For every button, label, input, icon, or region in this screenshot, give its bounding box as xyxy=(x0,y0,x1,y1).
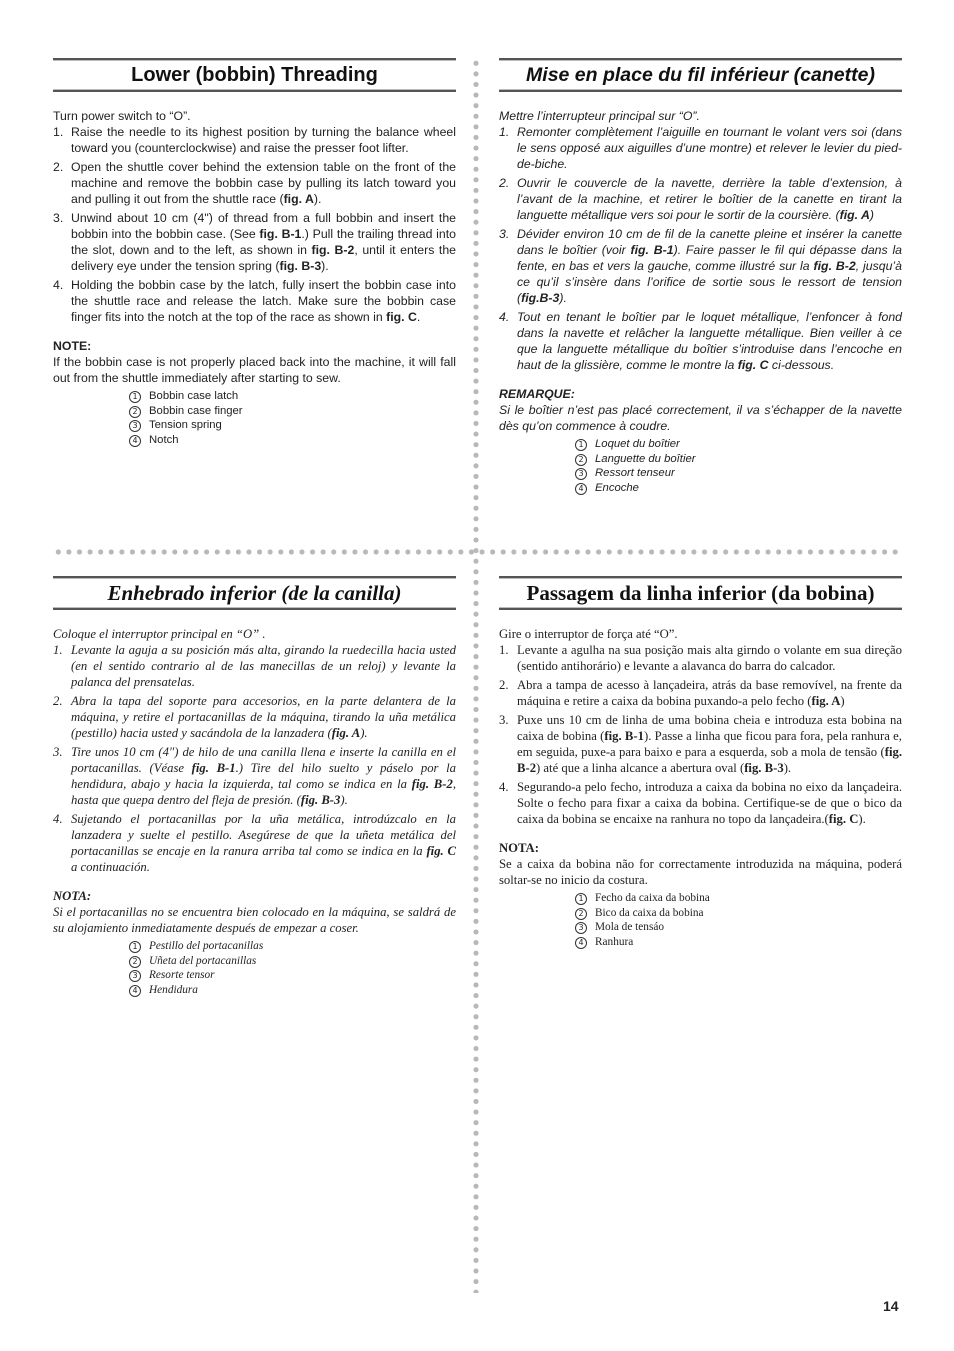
step-text: Remonter complètement l’aiguille en tournant le volant vers soi (dans le sens opposé aux aiguilles d’une montre) et relever le levier du pied-de-biche. xyxy=(517,125,902,171)
step-text: ). Faire passer le fil qui dépasse dans la fente, en bas et vers la gauche, comme illustré sur la xyxy=(517,243,903,273)
legend-label: Tension spring xyxy=(149,419,222,431)
step-text: ). xyxy=(783,761,792,775)
step-text: , until it enters the delivery eye under the tension spring ( xyxy=(71,243,457,273)
figure-reference: fig. B-2 xyxy=(411,777,453,791)
step-text: ci-dessous. xyxy=(768,358,835,372)
step-text: .) Tire del hilo suelto y páselo por la hendidura, abajo y hacia la izquierda, tal como se indica en la xyxy=(71,761,456,791)
step-item xyxy=(53,277,456,325)
step-item xyxy=(53,642,456,690)
legend-label: Ranhura xyxy=(595,935,634,948)
figure-reference: fig.B-3 xyxy=(521,291,560,305)
step-text: Puxe uns 10 cm de linha de uma bobina cheia e introduza esta bobina na caixa de bobina ( xyxy=(517,713,902,743)
step-text: ) xyxy=(840,694,845,708)
section-title: Mise en place du fil inférieur (canette) xyxy=(499,58,902,92)
figure-reference: fig. B-1 xyxy=(259,227,302,241)
step-number: 2. xyxy=(53,694,63,708)
legend-label: Encoche xyxy=(595,481,639,494)
figure-reference: fig. B-3 xyxy=(279,259,322,273)
note-text: Se a caixa da bobina não for correctamente introduzida na máquina, poderá soltar-se no inicio da costura. xyxy=(499,857,902,887)
step-item xyxy=(53,744,456,808)
step-text: ) até que a linha alcance a abertura oval ( xyxy=(536,761,745,775)
steps-list xyxy=(53,642,456,875)
circled-number: 1 xyxy=(575,439,587,451)
section-english xyxy=(53,58,456,447)
figure-reference: fig. A xyxy=(811,694,841,708)
step-number: 3. xyxy=(53,745,63,759)
step-text: ). Passe a linha que ficou para fora, pela ranhura e, em seguida, puxe-a para baixo e para a esquerda, sob a mola de tensão ( xyxy=(517,729,902,759)
legend-label: Loquet du boîtier xyxy=(595,438,680,450)
legend-item xyxy=(575,935,902,950)
note-heading: NOTE: xyxy=(53,339,92,353)
step-text: .) Pull the trailing thread into the slot, down and to the left, as shown in xyxy=(71,227,456,257)
step-item xyxy=(499,309,902,373)
legend-label: Hendidura xyxy=(149,983,198,996)
step-number: 4. xyxy=(53,812,63,826)
circled-number: 4 xyxy=(129,985,141,997)
circled-number: 2 xyxy=(129,406,141,418)
step-item xyxy=(53,124,456,156)
step-item xyxy=(499,677,902,709)
step-text: Open the shuttle cover behind the extension table on the front of the machine and remove the bobbin case by pulling its latch toward you and pulling it out from the shuttle race ( xyxy=(71,160,456,206)
parts-legend xyxy=(129,939,456,997)
legend-item xyxy=(129,404,456,419)
step-number: 1. xyxy=(53,643,63,657)
circled-number: 3 xyxy=(129,420,141,432)
step-item xyxy=(499,779,902,827)
step-text: Levante la aguja a su posición más alta, girando la ruedecilla hacia usted (en el sentido contrario al de las manecillas de un reloj) y levante la palanca del prensatelas. xyxy=(71,643,456,689)
section-spanish xyxy=(53,576,456,997)
legend-item xyxy=(129,983,456,998)
legend-label: Pestillo del portacanillas xyxy=(149,940,264,952)
horizontal-dotted-divider xyxy=(53,549,903,555)
figure-reference: fig. B-2 xyxy=(311,243,355,257)
step-number: 4. xyxy=(499,780,509,794)
legend-label: Mola de tensáo xyxy=(595,921,665,933)
legend-item xyxy=(575,481,902,496)
step-number: 3. xyxy=(499,713,509,727)
note-heading: NOTA: xyxy=(53,889,92,903)
step-text: Ouvrir le couvercle de la navette, derrière la table d’extension, à l’avant de la machine, et retirer le boîtier de la canette en tirant la languette métallique vers soi pour le sortir de la coursière. ( xyxy=(517,176,902,222)
step-item xyxy=(499,124,902,172)
step-text: ). xyxy=(340,793,348,807)
section-title: Enhebrado inferior (de la canilla) xyxy=(53,576,456,610)
step-number: 3. xyxy=(53,211,64,225)
circled-number: 3 xyxy=(575,468,587,480)
section-body xyxy=(499,626,902,949)
intro-text: Mettre l’interrupteur principal sur “O”. xyxy=(499,109,700,123)
note-text: Si el portacanillas no se encuentra bien colocado en la máquina, se saldrá de su alojamiento inmediatamente después de empezar a coser. xyxy=(53,905,456,935)
legend-label: Resorte tensor xyxy=(149,969,215,981)
step-number: 2. xyxy=(499,678,509,692)
step-number: 3. xyxy=(499,227,510,241)
step-text: Sujetando el portacanillas por la uña metálica, introdúzcalo en la lanzadera y suelte el pestillo. Asegúrese de que la uñeta metálica del portacanillas se encaje en la ranura arriba tal como se indica en la xyxy=(71,812,456,858)
parts-legend xyxy=(575,891,902,949)
figure-reference: fig. B-3 xyxy=(744,761,784,775)
step-item xyxy=(499,712,902,776)
figure-reference: fig. B-2 xyxy=(813,259,856,273)
legend-item xyxy=(129,968,456,983)
section-title: Lower (bobbin) Threading xyxy=(53,58,456,92)
legend-item xyxy=(575,437,902,452)
vertical-dotted-divider xyxy=(473,58,479,1293)
legend-label: Uñeta del portacanillas xyxy=(149,954,257,967)
step-number: 2. xyxy=(53,160,64,174)
step-number: 4. xyxy=(499,310,510,324)
figure-reference: fig. B-1 xyxy=(604,729,644,743)
step-item xyxy=(53,811,456,875)
legend-item xyxy=(575,920,902,935)
step-text: Levante a agulha na sua posição mais alta girndo o volante em sua direção (sentido antihorário) e levante a alavanca do barra do calcador. xyxy=(517,643,902,673)
note-text: Si le boîtier n’est pas placé correctement, il va s’échapper de la navette dès qu’on commence à coudre. xyxy=(499,403,902,433)
figure-reference: fig. C xyxy=(737,358,769,372)
step-text: Unwind about 10 cm (4") of thread from a full bobbin and insert the bobbin into the bobbin case. (See xyxy=(71,211,456,241)
circled-number: 1 xyxy=(129,941,141,953)
figure-reference: fig. B-1 xyxy=(630,243,674,257)
step-text: Tire unos 10 cm (4") de hilo de una canilla llena e inserte la canilla en el portacanillas. (Véase xyxy=(71,745,456,775)
step-text: , jusqu’à ce qu’il s’insère dans l’orifice de sortie sous le ressort de tension ( xyxy=(517,259,903,305)
legend-item xyxy=(575,891,902,906)
step-item xyxy=(53,159,456,207)
note-heading: REMARQUE: xyxy=(499,387,575,401)
note-text: If the bobbin case is not properly placed back into the machine, it will fall out from the shuttle immediately after starting to sew. xyxy=(53,355,456,385)
step-text: ). xyxy=(559,291,567,305)
step-item xyxy=(499,642,902,674)
steps-list xyxy=(53,124,456,325)
step-item xyxy=(53,210,456,274)
circled-number: 4 xyxy=(575,937,587,949)
step-text: ). xyxy=(321,259,329,273)
circled-number: 2 xyxy=(129,956,141,968)
intro-text: Gire o interruptor de força até “O”. xyxy=(499,627,678,641)
page-number: 14 xyxy=(883,1298,899,1314)
circled-number: 4 xyxy=(575,483,587,495)
figure-reference: fig. A xyxy=(283,192,314,206)
parts-legend xyxy=(575,437,902,495)
step-item xyxy=(499,226,902,306)
section-portuguese xyxy=(499,576,902,949)
intro-text: Turn power switch to “O”. xyxy=(53,109,191,123)
section-body xyxy=(53,626,456,997)
step-text: ) xyxy=(869,208,874,222)
step-number: 1. xyxy=(499,643,509,657)
figure-reference: fig. B-3 xyxy=(300,793,341,807)
section-body xyxy=(53,108,456,447)
figure-reference: fig. B-2 xyxy=(517,745,902,775)
circled-number: 1 xyxy=(129,391,141,403)
step-text: , hasta que quepa dentro del fleja de presión. ( xyxy=(71,777,456,807)
legend-item xyxy=(129,389,456,404)
figure-reference: fig. C xyxy=(426,844,456,858)
circled-number: 2 xyxy=(575,908,587,920)
legend-label: Ressort tenseur xyxy=(595,467,675,479)
legend-item xyxy=(129,433,456,448)
circled-number: 2 xyxy=(575,454,587,466)
step-text: Abra a tampa de acesso à lançadeira, atrás da base removível, na frente da máquina e retire a caixa da bobina puxando-a pelo fecho ( xyxy=(517,678,902,708)
legend-item xyxy=(129,954,456,969)
step-text: Abra la tapa del soporte para accesorios, en la parte delantera de la máquina, y retire el portacanillas de la máquina, tirando la uña metálica (pestillo) hacia usted y sacándola de la lanzadera ( xyxy=(71,694,456,740)
steps-list xyxy=(499,642,902,827)
legend-item xyxy=(575,452,902,467)
circled-number: 3 xyxy=(575,922,587,934)
step-text: ). xyxy=(858,812,866,826)
legend-label: Bico da caixa da bobina xyxy=(595,906,704,919)
step-text: . xyxy=(416,310,421,324)
legend-label: Notch xyxy=(149,433,179,446)
legend-item xyxy=(129,939,456,954)
section-body xyxy=(499,108,902,495)
step-text: Dévider environ 10 cm de fil de la canette pleine et insérer la canette dans le boîtier (voir xyxy=(517,227,902,257)
circled-number: 4 xyxy=(129,435,141,447)
legend-label: Bobbin case finger xyxy=(149,404,243,417)
step-number: 4. xyxy=(53,278,64,292)
legend-item xyxy=(575,906,902,921)
legend-item xyxy=(129,418,456,433)
figure-reference: fig. A xyxy=(839,208,870,222)
step-text: Segurando-a pelo fecho, introduza a caixa da bobina no eixo da lançadeira. Solte o fecho para fixar a caixa da bobina. Certifique-se de que o bico da caixa da bobina se encaixe na ranhura no topo da lançadeira.( xyxy=(517,780,902,826)
step-number: 1. xyxy=(499,125,510,139)
circled-number: 1 xyxy=(575,893,587,905)
circled-number: 3 xyxy=(129,970,141,982)
section-french xyxy=(499,58,902,495)
legend-label: Fecho da caixa da bobina xyxy=(595,892,710,904)
steps-list xyxy=(499,124,902,373)
legend-label: Bobbin case latch xyxy=(149,390,239,402)
step-text: ). xyxy=(360,726,368,740)
step-item xyxy=(499,175,902,223)
step-text: Holding the bobbin case by the latch, fully insert the bobbin case into the shuttle race and release the latch. Make sure the bobbin case finger fits into the notch at the top of the race as shown in xyxy=(71,278,456,324)
section-title: Passagem da linha inferior (da bobina) xyxy=(499,576,902,610)
step-text: Tout en tenant le boîtier par le loquet métallique, l’enfoncer à fond dans la navette et relâcher la languette métallique. Bien veiller à ce que la languette métallique du boîtier s’introduise dans l’encoche en haut de la glissière, comme le montre la xyxy=(517,310,902,372)
figure-reference: fig. C xyxy=(828,812,859,826)
step-text: Raise the needle to its highest position by turning the balance wheel toward you (counterclockwise) and raise the presser foot lifter. xyxy=(71,125,456,155)
step-number: 1. xyxy=(53,125,64,139)
legend-label: Languette du boîtier xyxy=(595,452,696,465)
note-heading: NOTA: xyxy=(499,841,539,855)
legend-item xyxy=(575,466,902,481)
figure-reference: fig. A xyxy=(331,726,361,740)
figure-reference: fig. B-1 xyxy=(191,761,236,775)
parts-legend xyxy=(129,389,456,447)
figure-reference: fig. C xyxy=(386,310,417,324)
step-number: 2. xyxy=(499,176,510,190)
step-item xyxy=(53,693,456,741)
step-text: ). xyxy=(313,192,322,206)
step-text: a continuación. xyxy=(71,860,150,874)
intro-text: Coloque el interruptor principal en “O” . xyxy=(53,627,266,641)
